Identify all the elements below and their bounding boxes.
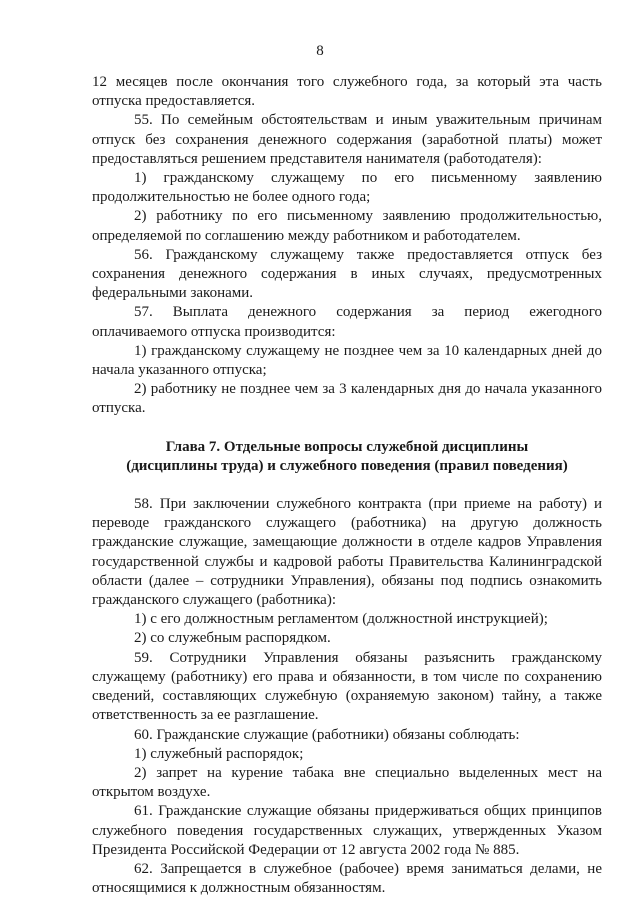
chapter-heading-line-1: Глава 7. Отдельные вопросы служебной дисциплины xyxy=(165,438,529,455)
paragraph-55-item-2: 2) работнику по его письменному заявлению продолжительностью, определяемой по соглашению между работником и работодателем. xyxy=(92,208,602,244)
chapter-heading xyxy=(92,438,602,476)
paragraph-57: 57. Выплата денежного содержания за период ежегодного оплачиваемого отпуска производится: xyxy=(92,304,602,340)
chapter-heading-line-2: (дисциплины труда) и служебного поведения (правил поведения) xyxy=(126,457,568,474)
paragraph-60: 60. Гражданские служащие (работники) обязаны соблюдать: xyxy=(134,726,520,743)
page-number: 8 xyxy=(316,43,324,59)
paragraph-58-item-1: 1) с его должностным регламентом (должностной инструкцией); xyxy=(134,611,548,628)
paragraph-60-item-1: 1) служебный распорядок; xyxy=(134,745,304,762)
paragraph-57-item-1: 1) гражданскому служащему не позднее чем за 10 календарных дней до начала указанного отпуска; xyxy=(92,342,602,379)
paragraph-58: 58. При заключении служебного контракта (при приеме на работу) и переводе гражданского служащего (работника) на другую должность гражданские служащие, замещающие должности в отделе кадров Управления государственной службы и кадровой работы Правительства Калининградской области (далее – сотрудники Управления), обязаны под подпись ознакомить гражданского служащего (работника): xyxy=(92,496,602,609)
paragraph-57-item-2: 2) работнику не позднее чем за 3 календарных дня до начала указанного отпуска. xyxy=(92,381,602,417)
paragraph-58-item-2: 2) со служебным распорядком. xyxy=(134,630,331,647)
paragraph-61: 61. Гражданские служащие обязаны придерживаться общих принципов служебного поведения государственных служащих, утвержденных Указом Президента Российской Федерации от 12 августа 2002 года № 885. xyxy=(92,803,602,858)
paragraph-55: 55. По семейным обстоятельствам и иным уважительным причинам отпуск без сохранения денежного содержания (заработной платы) может предоставляться решением представителя нанимателя (работодателя): xyxy=(92,112,602,167)
paragraph-62: 62. Запрещается в служебное (рабочее) время заниматься делами, не относящимися к должностным обязанностям. xyxy=(92,860,602,897)
paragraph-56: 56. Гражданскому служащему также предоставляется отпуск без сохранения денежного содержания в иных случаях, предусмотренных федеральными законами. xyxy=(92,246,602,302)
paragraph-continuation: 12 месяцев после окончания того служебного года, за который эта часть отпуска предоставляется. xyxy=(92,74,602,110)
paragraph-55-item-1: 1) гражданскому служащему по его письменному заявлению продолжительностью не более одного года; xyxy=(92,170,602,206)
document-body xyxy=(92,73,602,898)
paragraph-59: 59. Сотрудники Управления обязаны разъяснить гражданскому служащему (работнику) его права и обязанности, в том числе по сохранению сведений, составляющих служебную (охраняемую законом) тайну, а также ответственность за ее разглашение. xyxy=(92,649,602,724)
paragraph-60-item-2: 2) запрет на курение табака вне специально выделенных мест на открытом воздухе. xyxy=(92,764,602,801)
